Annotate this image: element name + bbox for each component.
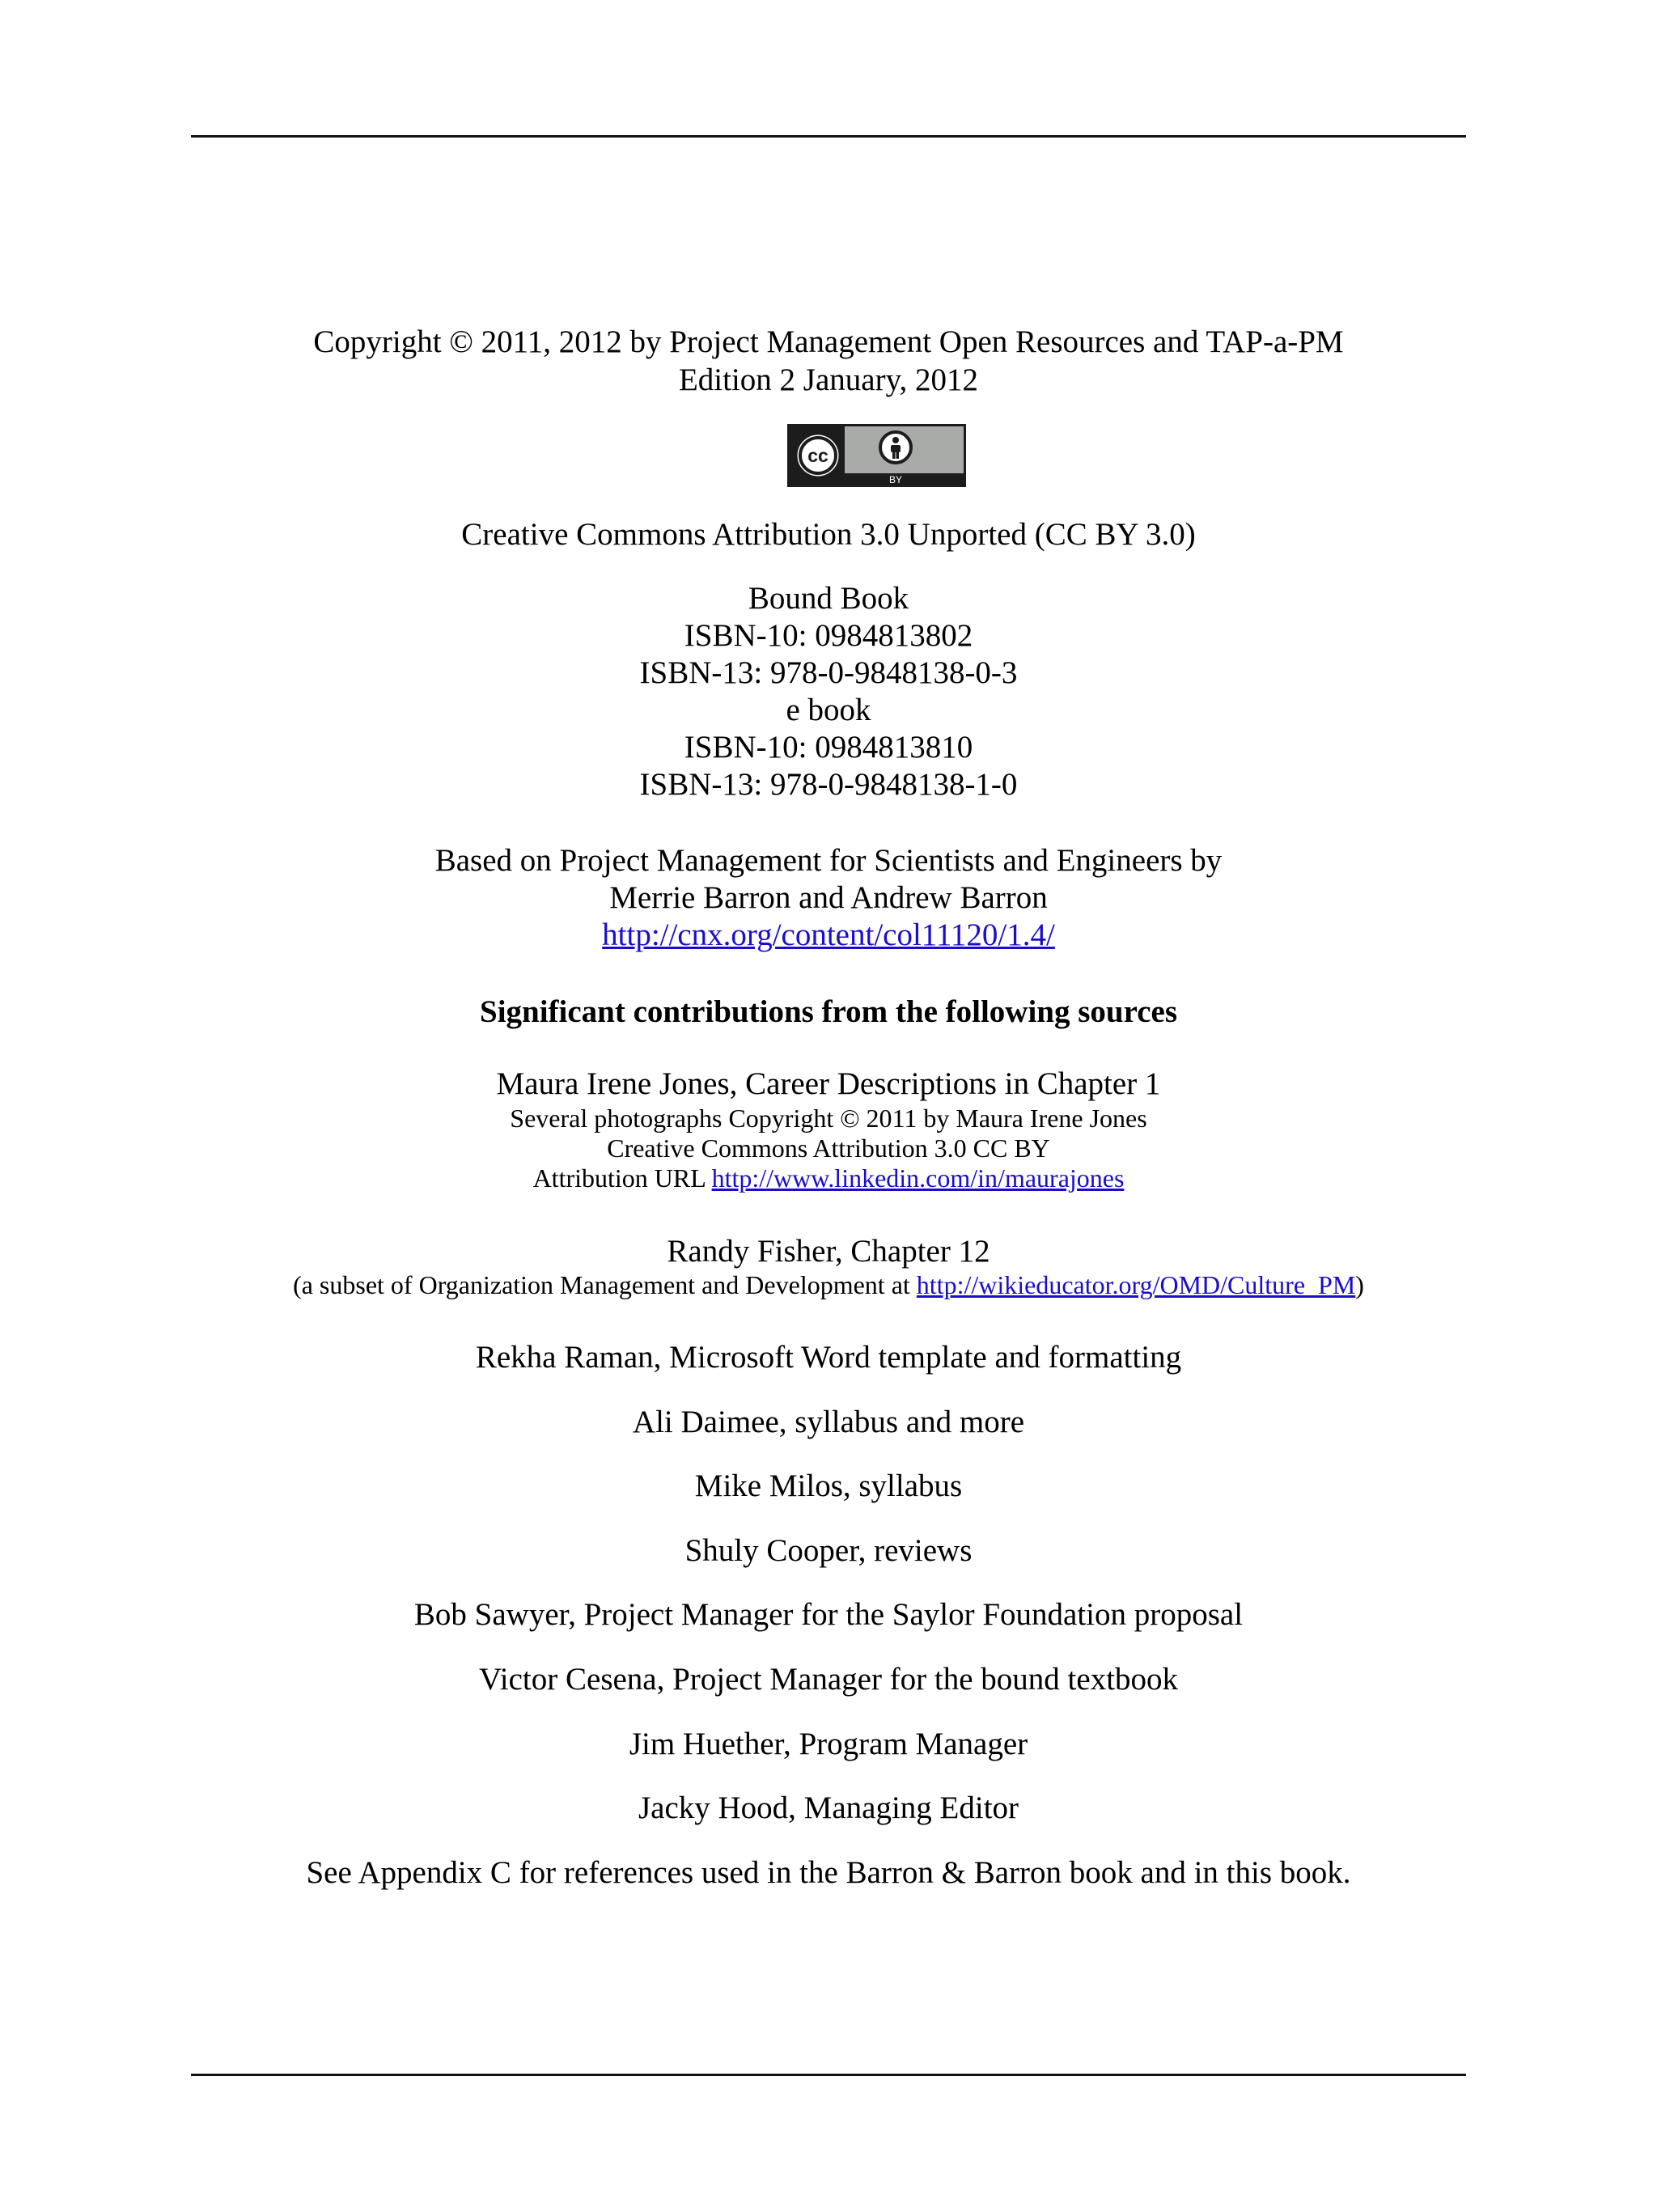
based-on-line: Based on Project Management for Scientists and Engineers by [434,843,1223,878]
jones-license: Creative Commons Attribution 3.0 CC BY [607,1134,1050,1163]
based-on-url-link[interactable]: http://cnx.org/content/col11120/1.4/ [602,917,1055,952]
contributor-line: Victor Cesena, Project Manager for the bound textbook [478,1662,1179,1697]
edition-line: Edition 2 January, 2012 [678,362,979,397]
contributor-line: Ali Daimee, syllabus and more [632,1405,1025,1439]
contributor-line: Jacky Hood, Managing Editor [638,1790,1019,1825]
ebook-isbn10: ISBN-10: 0984813810 [684,730,973,765]
ebook-label: e book [786,693,871,727]
attribution-person-icon [880,432,911,463]
bound-isbn10: ISBN-10: 0984813802 [684,618,973,653]
bound-isbn13: ISBN-13: 978-0-9848138-0-3 [639,655,1018,690]
based-on-authors: Merrie Barron and Andrew Barron [609,880,1048,915]
fisher-subset-link[interactable]: http://wikieducator.org/OMD/Culture_PM [916,1270,1356,1299]
closing-note: See Appendix C for references used in the Barron & Barron book and in this book. [306,1855,1351,1890]
based-on-url-row [0,919,1657,951]
jones-attribution-row [0,1165,1657,1191]
jones-attribution-link[interactable]: http://www.linkedin.com/in/maurajones [711,1163,1125,1193]
fisher-subset-row [0,1272,1657,1298]
contributor-line: Rekha Raman, Microsoft Word template and formatting [475,1340,1182,1375]
cc-icon [796,434,840,477]
fisher-credit: Randy Fisher, Chapter 12 [667,1234,990,1269]
fisher-subset-suffix: ) [1355,1270,1364,1299]
cc-by-license-badge[interactable] [787,424,966,487]
contributor-line: Mike Milos, syllabus [694,1468,963,1503]
bottom-rule [191,2074,1466,2076]
jones-credit: Maura Irene Jones, Career Descriptions in Chapter 1 [496,1066,1161,1101]
copyright-line: Copyright © 2011, 2012 by Project Management Open Resources and TAP-a-PM [313,324,1344,359]
contributor-line: Shuly Cooper, reviews [684,1533,973,1568]
bound-book-label: Bound Book [748,581,909,616]
jones-attribution-prefix: Attribution URL [532,1163,712,1193]
jones-photos: Several photographs Copyright © 2011 by Maura Irene Jones [510,1104,1147,1133]
ebook-isbn13: ISBN-13: 978-0-9848138-1-0 [639,767,1018,802]
cc-icon-label: cc [807,445,828,466]
contributions-heading: Significant contributions from the following sources [480,994,1177,1029]
cc-by-badge-graphic [787,424,966,487]
fisher-subset-prefix: (a subset of Organization Management and Development at [293,1270,917,1299]
top-rule [191,135,1466,138]
by-label: BY [888,474,903,485]
contributor-line: Jim Huether, Program Manager [629,1727,1028,1761]
license-line: Creative Commons Attribution 3.0 Unported (CC BY 3.0) [461,517,1196,552]
contributor-line: Bob Sawyer, Project Manager for the Saylor Foundation proposal [413,1597,1244,1632]
